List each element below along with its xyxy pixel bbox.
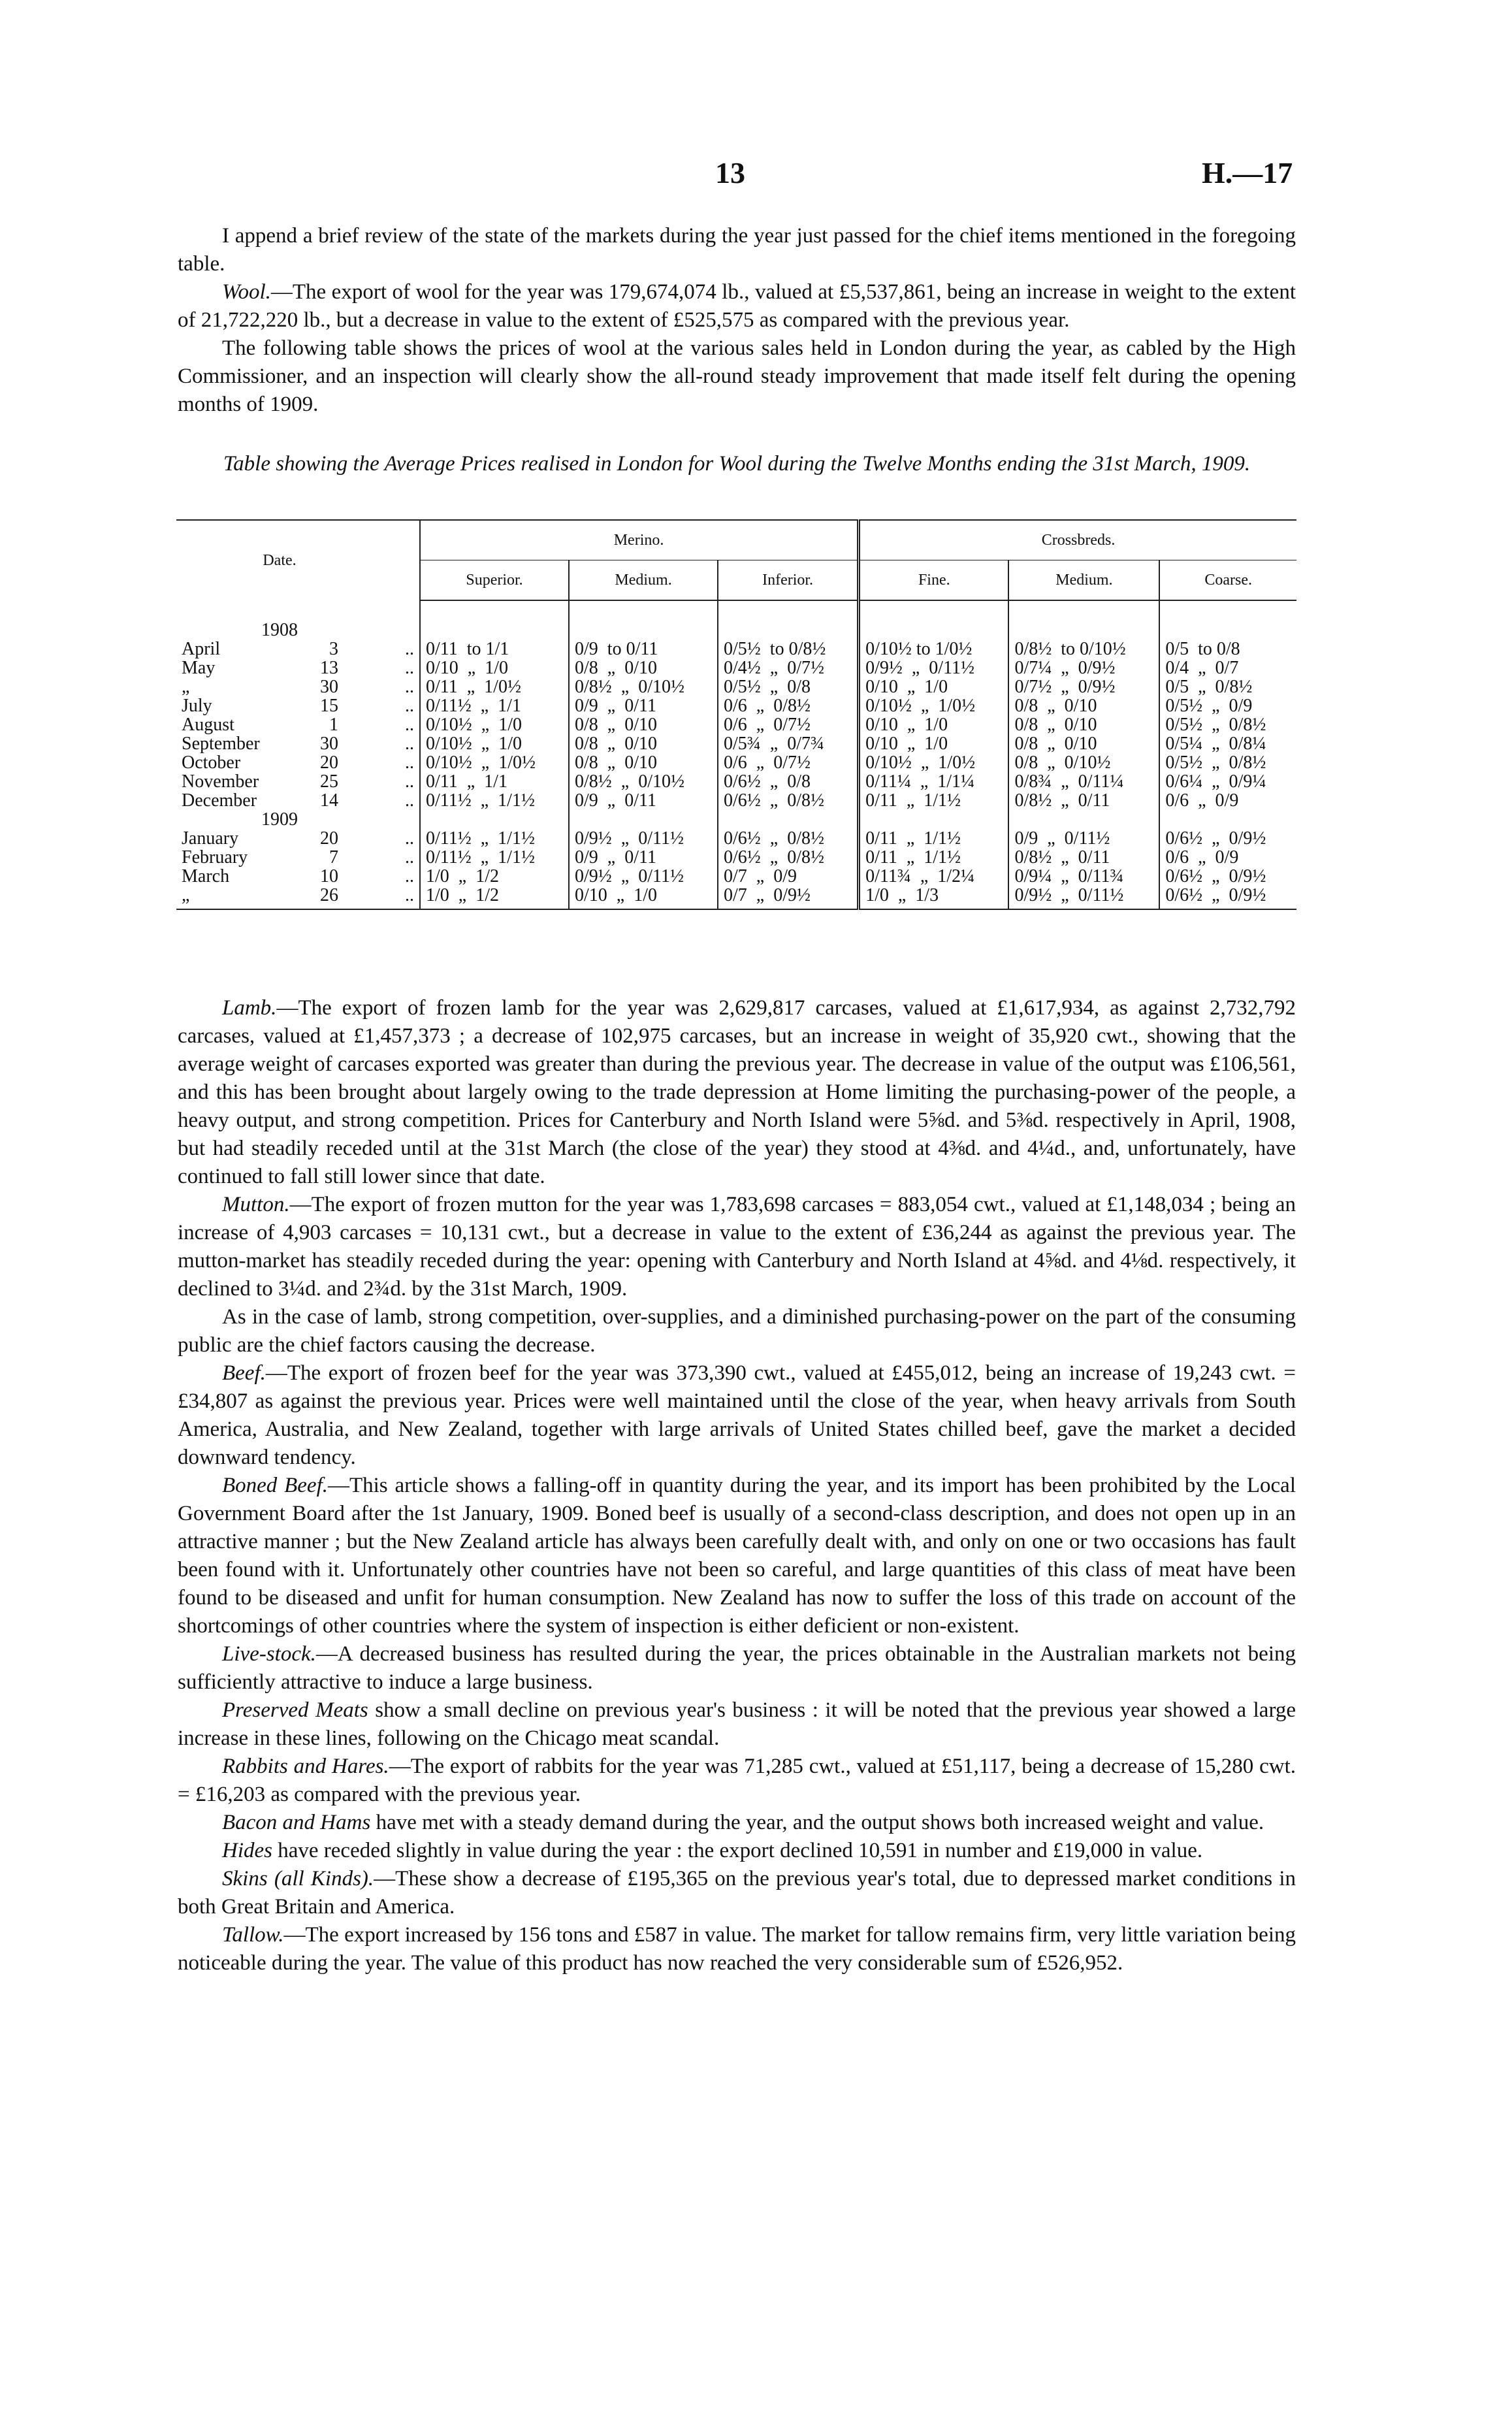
price-cell: 0/9½ „ 0/11½ <box>1008 886 1159 905</box>
col-header-coarse: Coarse. <box>1159 560 1296 601</box>
price-cell: 0/11½ „ 1/1½ <box>420 791 569 810</box>
row-month: May <box>182 658 216 678</box>
paragraph-text: —This article shows a falling-off in quantity during the year, and its import has been prohibited by the Local Government Board after the 1st January, 1909. Boned beef is usually of a second-class description, and does not open up in an attractive manner ; but the New Zealand article has always been carefully dealt with, and only on one or two occasions has fault been found with it. Unfortunately other countries have not been so careful, and large quantities of this class of meat have been found to be diseased and unfit for human consumption. New Zealand has now to suffer the loss of this trade on account of the shortcomings of other countries where the system of inspection is either deficient or non-existent. <box>178 1474 1296 1638</box>
body-section <box>178 994 1296 1977</box>
row-date <box>176 658 383 677</box>
price-cell: 0/6½ „ 0/8 <box>718 772 859 791</box>
intro-paragraph: I append a brief review of the state of the markets during the year just passed for the chief items mentioned in the foregoing table. <box>178 224 1296 276</box>
col-header-medium-crossbred: Medium. <box>1008 560 1159 601</box>
paragraph-lead: Live-stock. <box>222 1642 316 1666</box>
price-cell: 0/9 „ 0/11 <box>569 696 718 715</box>
price-cell: 0/8 „ 0/10 <box>1008 715 1159 734</box>
row-date <box>176 867 383 886</box>
paragraph-text: —The export of frozen beef for the year was 373,390 cwt., valued at £455,012, being an increase of 19,243 cwt. = £34,807 as against the previous year. Prices were well maintained until the close of the year, when heavy arrivals from South America, Australia, and New Zealand, together with large arrivals of United States chilled beef, gave the market a decided downward tendency. <box>178 1361 1296 1469</box>
row-day: 3 <box>329 639 338 659</box>
row-day: 1 <box>329 715 338 735</box>
row-date <box>176 715 383 734</box>
body-paragraph <box>178 1837 1296 1865</box>
price-cell: 0/11 „ 1/1½ <box>859 829 1009 848</box>
price-cell: 0/10 „ 1/0 <box>859 734 1009 753</box>
price-cell: 0/10½ „ 1/0½ <box>859 696 1009 715</box>
row-month: February <box>182 847 248 867</box>
col-header-medium: Medium. <box>569 560 718 601</box>
price-cell: 0/6½ „ 0/9½ <box>1159 829 1296 848</box>
price-cell: 0/8 „ 0/10 <box>569 734 718 753</box>
paragraph-lead: Tallow. <box>222 1923 284 1947</box>
paragraph-text: —The export of rabbits for the year was 71,285 cwt., valued at £51,117, being a decrease of 15,280 cwt. = £16,203 as compared with the previous year. <box>178 1755 1296 1806</box>
price-cell: 0/5½ „ 0/8½ <box>1159 715 1296 734</box>
table-row: November 25 .. 0/11 „ 1/1 0/8½ „ 0/10½ 0/6½ „ 0/8 0/11¼ „ 1/1¼ 0/8¾ „ 0/11¼ 0/6¼ „ 0/9¼ <box>176 772 1296 791</box>
price-cell: 0/8½ „ 0/10½ <box>569 677 718 696</box>
table-row: February 7 .. 0/11½ „ 1/1½ 0/9 „ 0/11 0/6½ „ 0/8½ 0/11 „ 1/1½ 0/8½ „ 0/11 0/6 „ 0/9 <box>176 848 1296 867</box>
table-row: September 30 .. 0/10½ „ 1/0 0/8 „ 0/10 0/5¾ „ 0/7¾ 0/10 „ 1/0 0/8 „ 0/10 0/5¼ „ 0/8¼ <box>176 734 1296 753</box>
body-paragraph <box>178 1303 1296 1359</box>
price-cell: 0/9½ „ 0/11½ <box>569 867 718 886</box>
price-cell: 0/7 „ 0/9½ <box>718 886 859 905</box>
paragraph-lead: Rabbits and Hares. <box>222 1755 389 1778</box>
paragraph-lead: Bacon and Hams <box>222 1811 371 1834</box>
row-day: 30 <box>320 734 338 754</box>
row-day: 7 <box>329 847 338 867</box>
col-header-inferior: Inferior. <box>718 560 859 601</box>
price-cell: 0/11 „ 1/1½ <box>859 848 1009 867</box>
table-row: July 15 .. 0/11½ „ 1/1 0/9 „ 0/11 0/6 „ 0/8½ 0/10½ „ 1/0½ 0/8 „ 0/10 0/5½ „ 0/9 <box>176 696 1296 715</box>
wool-price-table <box>176 519 1296 910</box>
paragraph-text: —The export of frozen mutton for the year was 1,783,698 carcases = 883,054 cwt., valued at £1,148,034 ; being an increase of 4,903 carcases = 10,131 cwt., but a decrease in value to the extent of £36,244 as against the previous year. The mutton-market has steadily receded during the year: opening with Canterbury and North Island at 4⅝d. and 4⅛d. respectively, it declined to 3¼d. and 2¾d. by the 31st March, 1909. <box>178 1193 1296 1301</box>
price-cell: 0/6 „ 0/7½ <box>718 715 859 734</box>
document-reference: H.—17 <box>1202 156 1293 189</box>
price-cell: 0/11 „ 1/0½ <box>420 677 569 696</box>
paragraph-text: —The export of frozen lamb for the year was 2,629,817 carcases, valued at £1,617,934, as against 2,732,792 carcases, valued at £1,457,373 ; a decrease of 102,975 carcases, but an increase in weight of 35,920 cwt., showing that the average weight of carcases exported was greater than during the previous year. The decrease in value of the output was £106,561, and this has been brought about largely owing to the trade depression at Home limiting the purchasing-power of the people, a heavy output, and strong competition. Prices for Canterbury and North Island were 5⅝d. and 5⅜d. respectively in April, 1908, but had steadily receded until at the 31st March (the close of the year) they stood at 4⅜d. and 4¼d., and, unfortunately, have continued to fall still lower since that date. <box>178 996 1296 1188</box>
wool-text: —The export of wool for the year was 179,674,074 lb., valued at £5,537,861, being an increase in weight to the extent of 21,722,220 lb., but a decrease in value to the extent of £525,575 as compared with the previous year. <box>178 280 1296 332</box>
row-day: 26 <box>320 885 338 905</box>
intro-section <box>178 222 1296 419</box>
row-day: 13 <box>320 658 338 678</box>
price-cell: 0/11½ „ 1/1½ <box>420 848 569 867</box>
col-header-fine: Fine. <box>859 560 1009 601</box>
price-cell: 0/8 „ 0/10 <box>1008 734 1159 753</box>
row-month: November <box>182 771 259 792</box>
row-date <box>176 886 383 905</box>
price-cell: 0/6 „ 0/8½ <box>718 696 859 715</box>
paragraph-lead: Lamb. <box>222 996 277 1020</box>
price-cell: 0/7 „ 0/9 <box>718 867 859 886</box>
price-cell: 0/11 to 1/1 <box>420 640 569 658</box>
price-cell: 0/10 „ 1/0 <box>420 658 569 677</box>
body-paragraph <box>178 1921 1296 1977</box>
row-date <box>176 640 383 658</box>
row-day: 30 <box>320 677 338 697</box>
body-paragraph <box>178 1191 1296 1303</box>
price-cell: 0/11½ „ 1/1 <box>420 696 569 715</box>
row-date <box>176 753 383 772</box>
body-paragraph <box>178 994 1296 1191</box>
table-row: August 1 .. 0/10½ „ 1/0 0/8 „ 0/10 0/6 „ 0/7½ 0/10 „ 1/0 0/8 „ 0/10 0/5½ „ 0/8½ <box>176 715 1296 734</box>
price-cell: 0/7½ „ 0/9½ <box>1008 677 1159 696</box>
row-month: September <box>182 734 260 754</box>
price-cell: 0/5 „ 0/8½ <box>1159 677 1296 696</box>
row-month: October <box>182 753 241 773</box>
price-cell: 0/6½ „ 0/8½ <box>718 848 859 867</box>
paragraph-text: have receded slightly in value during the year : the export declined 10,591 in number and £19,000 in value. <box>272 1839 1203 1862</box>
table-row: May 13 .. 0/10 „ 1/0 0/8 „ 0/10 0/4½ „ 0/7½ 0/9½ „ 0/11½ 0/7¼ „ 0/9½ 0/4 „ 0/7 <box>176 658 1296 677</box>
price-cell: 0/11¼ „ 1/1¼ <box>859 772 1009 791</box>
price-cell: 0/10 „ 1/0 <box>859 715 1009 734</box>
year-label: 1909 <box>261 809 298 830</box>
row-day: 25 <box>320 771 338 792</box>
table-row: „ 26 .. 1/0 „ 1/2 0/10 „ 1/0 0/7 „ 0/9½ 1/0 „ 1/3 0/9½ „ 0/11½ 0/6½ „ 0/9½ <box>176 886 1296 905</box>
price-cell: 1/0 „ 1/3 <box>859 886 1009 905</box>
price-cell: 0/10 „ 1/0 <box>859 677 1009 696</box>
price-cell: 0/5¼ „ 0/8¼ <box>1159 734 1296 753</box>
paragraph-text: —A decreased business has resulted during the year, the prices obtainable in the Australian markets not being sufficiently attractive to induce a large business. <box>178 1642 1296 1694</box>
wool-lead: Wool. <box>222 280 271 304</box>
price-cell: 0/9¼ „ 0/11¾ <box>1008 867 1159 886</box>
table-intro-paragraph: The following table shows the prices of wool at the various sales held in London during the year, as cabled by the High Commissioner, and an inspection will clearly show the all-round steady improvement that made itself felt during the opening months of 1909. <box>178 336 1296 416</box>
paragraph-lead: Skins (all Kinds). <box>222 1867 374 1890</box>
page-number: 13 <box>715 156 745 189</box>
row-date <box>176 677 383 696</box>
price-cell: 0/10 „ 1/0 <box>569 886 718 905</box>
table-row: April 3 .. 0/11 to 1/1 0/9 to 0/11 0/5½ to 0/8½ 0/10½ to 1/0½ 0/8½ to 0/10½ 0/5 to 0/8 <box>176 640 1296 658</box>
paragraph-text: have met with a steady demand during the year, and the output shows both increased weight and value. <box>370 1811 1264 1834</box>
price-cell: 1/0 „ 1/2 <box>420 867 569 886</box>
paragraph-lead: Boned Beef. <box>222 1474 328 1497</box>
wool-paragraph <box>178 278 1296 334</box>
row-date <box>176 829 383 848</box>
price-cell: 0/5½ „ 0/8½ <box>1159 753 1296 772</box>
row-day: 20 <box>320 828 338 849</box>
row-date <box>176 734 383 753</box>
price-cell: 0/6½ „ 0/8½ <box>718 829 859 848</box>
paragraph-text: —These show a decrease of £195,365 on the previous year's total, due to depressed market conditions in both Great Britain and America. <box>178 1867 1296 1919</box>
row-month: „ <box>182 677 190 697</box>
body-paragraph <box>178 1640 1296 1696</box>
price-cell: 0/11¾ „ 1/2¼ <box>859 867 1009 886</box>
price-cell: 0/9 „ 0/11 <box>569 848 718 867</box>
table-row: December 14 .. 0/11½ „ 1/1½ 0/9 „ 0/11 0/6½ „ 0/8½ 0/11 „ 1/1½ 0/8½ „ 0/11 0/6 „ 0/9 <box>176 791 1296 810</box>
price-cell: 0/10½ „ 1/0 <box>420 734 569 753</box>
row-date <box>176 696 383 715</box>
body-paragraph <box>178 1865 1296 1921</box>
row-month: August <box>182 715 234 735</box>
row-month: April <box>182 639 221 659</box>
price-cell: 0/11 „ 1/1 <box>420 772 569 791</box>
price-cell: 0/5 to 0/8 <box>1159 640 1296 658</box>
body-paragraph <box>178 1472 1296 1640</box>
price-cell: 0/11 „ 1/1½ <box>859 791 1009 810</box>
date-header: Date. <box>176 520 383 600</box>
table-row: January 20 .. 0/11½ „ 1/1½ 0/9½ „ 0/11½ 0/6½ „ 0/8½ 0/11 „ 1/1½ 0/9 „ 0/11½ 0/6½ „ 0/9½ <box>176 829 1296 848</box>
price-cell: 0/11½ „ 1/1½ <box>420 829 569 848</box>
row-month: March <box>182 866 230 886</box>
price-cell: 0/8 „ 0/10 <box>569 658 718 677</box>
crossbreds-header: Crossbreds. <box>859 520 1296 560</box>
row-date <box>176 772 383 791</box>
row-month: January <box>182 828 239 849</box>
row-date <box>176 848 383 867</box>
price-cell: 0/6¼ „ 0/9¼ <box>1159 772 1296 791</box>
price-cell: 0/8 „ 0/10 <box>569 753 718 772</box>
price-cell: 1/0 „ 1/2 <box>420 886 569 905</box>
price-cell: 0/6 „ 0/9 <box>1159 848 1296 867</box>
price-cell: 0/10½ „ 1/0 <box>420 715 569 734</box>
price-cell: 0/8 „ 0/10 <box>569 715 718 734</box>
price-cell: 0/6½ „ 0/9½ <box>1159 886 1296 905</box>
row-month: December <box>182 790 257 811</box>
paragraph-lead: Beef. <box>222 1361 266 1385</box>
price-cell: 0/8 „ 0/10½ <box>1008 753 1159 772</box>
price-cell: 0/8½ „ 0/11 <box>1008 791 1159 810</box>
price-cell: 0/8 „ 0/10 <box>1008 696 1159 715</box>
row-month: „ <box>182 885 190 905</box>
paragraph-lead: Mutton. <box>222 1193 290 1216</box>
table-row: March 10 .. 1/0 „ 1/2 0/9½ „ 0/11½ 0/7 „ 0/9 0/11¾ „ 1/2¼ 0/9¼ „ 0/11¾ 0/6½ „ 0/9½ <box>176 867 1296 886</box>
price-cell: 0/9 „ 0/11 <box>569 791 718 810</box>
year-label: 1908 <box>261 620 298 640</box>
price-cell: 0/8½ „ 0/10½ <box>569 772 718 791</box>
table-row: „ 30 .. 0/11 „ 1/0½ 0/8½ „ 0/10½ 0/5½ „ 0/8 0/10 „ 1/0 0/7½ „ 0/9½ 0/5 „ 0/8½ <box>176 677 1296 696</box>
price-cell: 0/10½ „ 1/0½ <box>859 753 1009 772</box>
price-cell: 0/8¾ „ 0/11¼ <box>1008 772 1159 791</box>
price-cell: 0/6 „ 0/9 <box>1159 791 1296 810</box>
price-cell: 0/5½ to 0/8½ <box>718 640 859 658</box>
price-cell: 0/10½ „ 1/0½ <box>420 753 569 772</box>
price-cell: 0/10½ to 1/0½ <box>859 640 1009 658</box>
body-paragraph <box>178 1753 1296 1809</box>
price-cell: 0/8½ „ 0/11 <box>1008 848 1159 867</box>
paragraph-text: —The export increased by 156 tons and £587 in value. The market for tallow remains firm, very little variation being noticeable during the year. The value of this product has now reached the very considerable sum of £526,952. <box>178 1923 1296 1975</box>
row-day: 14 <box>320 790 338 811</box>
row-date <box>176 791 383 810</box>
body-paragraph <box>178 1809 1296 1837</box>
price-cell: 0/4 „ 0/7 <box>1159 658 1296 677</box>
table-row: October 20 .. 0/10½ „ 1/0½ 0/8 „ 0/10 0/6 „ 0/7½ 0/10½ „ 1/0½ 0/8 „ 0/10½ 0/5½ „ 0/8½ <box>176 753 1296 772</box>
price-cell: 0/9½ „ 0/11½ <box>859 658 1009 677</box>
row-month: July <box>182 696 212 716</box>
table-caption: Table showing the Average Prices realised in London for Wool during the Twelve Months ending the 31st March, 1909. <box>223 452 1251 476</box>
price-cell: 0/6½ „ 0/9½ <box>1159 867 1296 886</box>
paragraph-lead: Hides <box>222 1839 272 1862</box>
price-cell: 0/5½ „ 0/8 <box>718 677 859 696</box>
price-cell: 0/6½ „ 0/8½ <box>718 791 859 810</box>
price-cell: 0/5¾ „ 0/7¾ <box>718 734 859 753</box>
merino-header: Merino. <box>420 520 859 560</box>
col-header-superior: Superior. <box>420 560 569 601</box>
body-paragraph <box>178 1359 1296 1472</box>
row-day: 15 <box>320 696 338 716</box>
row-day: 20 <box>320 753 338 773</box>
paragraph-lead: Preserved Meats <box>222 1698 368 1722</box>
price-cell: 0/7¼ „ 0/9½ <box>1008 658 1159 677</box>
body-paragraph <box>178 1696 1296 1753</box>
price-cell: 0/9 to 0/11 <box>569 640 718 658</box>
price-cell: 0/9 „ 0/11½ <box>1008 829 1159 848</box>
paragraph-text: As in the case of lamb, strong competition, over-supplies, and a diminished purchasing-power on the part of the consuming public are the chief factors causing the decrease. <box>178 1305 1296 1357</box>
paragraph-text: show a small decline on previous year's business : it will be noted that the previous year showed a large increase in these lines, following on the Chicago meat scandal. <box>178 1698 1296 1750</box>
row-day: 10 <box>320 866 338 886</box>
price-cell: 0/9½ „ 0/11½ <box>569 829 718 848</box>
price-cell: 0/4½ „ 0/7½ <box>718 658 859 677</box>
price-cell: 0/8½ to 0/10½ <box>1008 640 1159 658</box>
price-cell: 0/5½ „ 0/9 <box>1159 696 1296 715</box>
price-cell: 0/6 „ 0/7½ <box>718 753 859 772</box>
